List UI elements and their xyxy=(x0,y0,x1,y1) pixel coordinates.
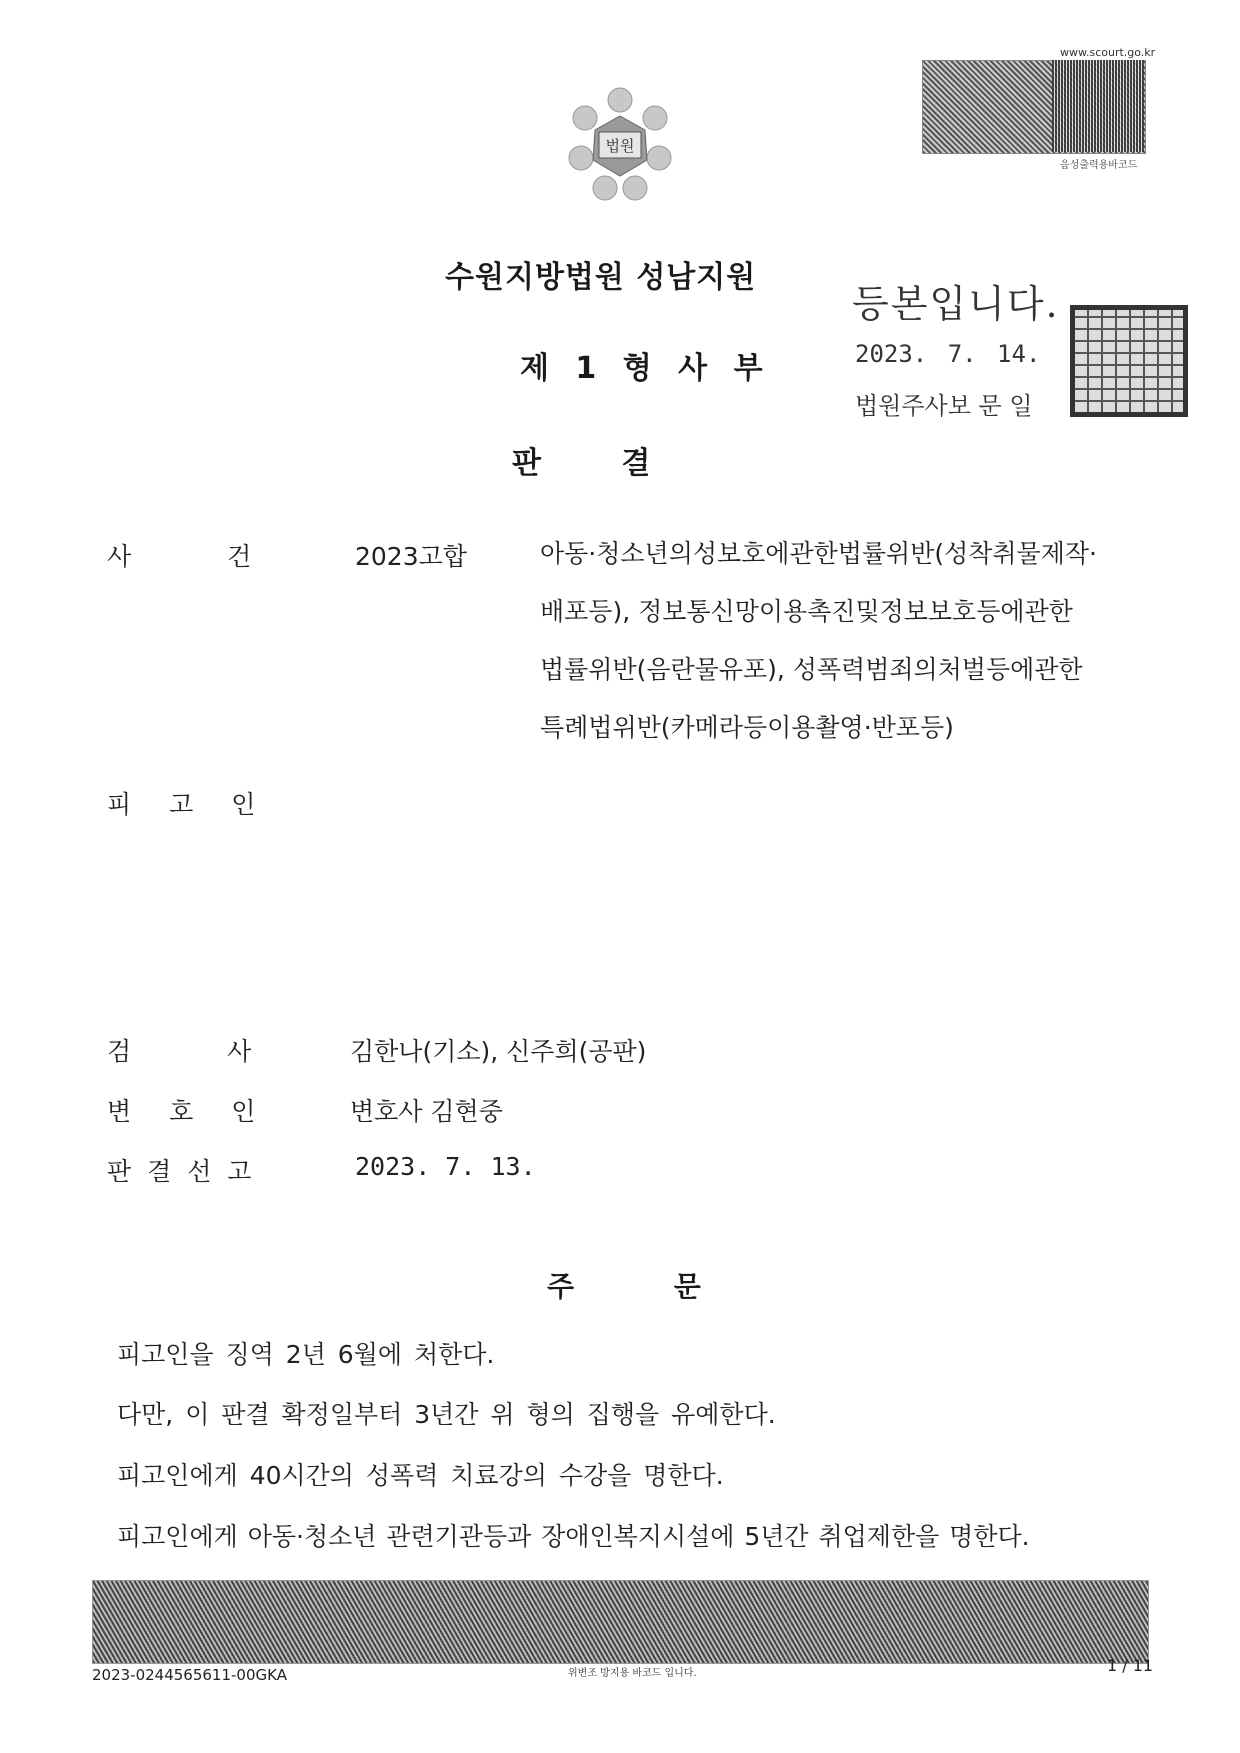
page-number: 1 / 11 xyxy=(1107,1656,1154,1675)
attorney-value: 변호사 김현중 xyxy=(350,1097,503,1126)
clerk-name: 법원주사보 문 일 xyxy=(855,392,1033,420)
prosecutor-label: 검 사 xyxy=(107,1037,252,1066)
barcode-matrix xyxy=(1052,60,1144,152)
division-name: 제 1 형 사 부 xyxy=(520,351,771,386)
charge-line: 법률위반(음란물유포), 성폭력범죄의처벌등에관한 xyxy=(540,655,1083,684)
certification-date: 2023. 7. 14. xyxy=(855,340,1041,368)
barcode-caption: 음성출력용바코드 xyxy=(1060,160,1138,171)
verdict-date-label: 판 결 선 고 xyxy=(107,1157,252,1186)
attorney-label: 변 호 인 xyxy=(107,1097,256,1126)
order-line: 피고인에게 40시간의 성폭력 치료강의 수강을 명한다. xyxy=(117,1461,724,1490)
emblem-text: 법원 xyxy=(605,137,635,155)
case-charges xyxy=(540,525,1140,757)
barcode-note: 위변조 방지용 바코드 입니다. xyxy=(568,1668,697,1679)
prosecutor-value: 김한나(기소), 신주희(공판) xyxy=(350,1037,647,1066)
charge-line: 특례법위반(카메라등이용촬영·반포등) xyxy=(540,713,954,742)
order-line: 다만, 이 판결 확정일부터 3년간 위 형의 집행을 유예한다. xyxy=(117,1400,776,1429)
verdict-date-value: 2023. 7. 13. xyxy=(355,1152,536,1181)
site-url: www.scourt.go.kr xyxy=(1060,46,1156,59)
charge-line: 아동·청소년의성보호에관한법률위반(성착취물제작· xyxy=(540,539,1097,568)
disposition-heading: 주 문 xyxy=(547,1270,701,1303)
document-title: 판 결 xyxy=(512,446,651,481)
order-line: 피고인을 징역 2년 6월에 처한다. xyxy=(117,1340,495,1369)
defendant-label: 피 고 인 xyxy=(107,790,256,819)
document-id: 2023-0244565611-00GKA xyxy=(92,1666,287,1684)
court-seal-stamp xyxy=(1070,305,1188,417)
anti-forgery-barcode xyxy=(92,1580,1149,1664)
case-label: 사 건 xyxy=(107,542,252,571)
court-emblem-logo xyxy=(555,78,685,208)
certified-copy-text: 등본입니다. xyxy=(852,282,1060,326)
charge-line: 배포등), 정보통신망이용촉진및정보보호등에관한 xyxy=(540,597,1073,626)
case-number: 2023고합 xyxy=(355,542,467,571)
court-name: 수원지방법원 성남지원 xyxy=(445,260,757,295)
order-line: 피고인에게 아동·청소년 관련기관등과 장애인복지시설에 5년간 취업제한을 명한다. xyxy=(117,1522,1030,1551)
